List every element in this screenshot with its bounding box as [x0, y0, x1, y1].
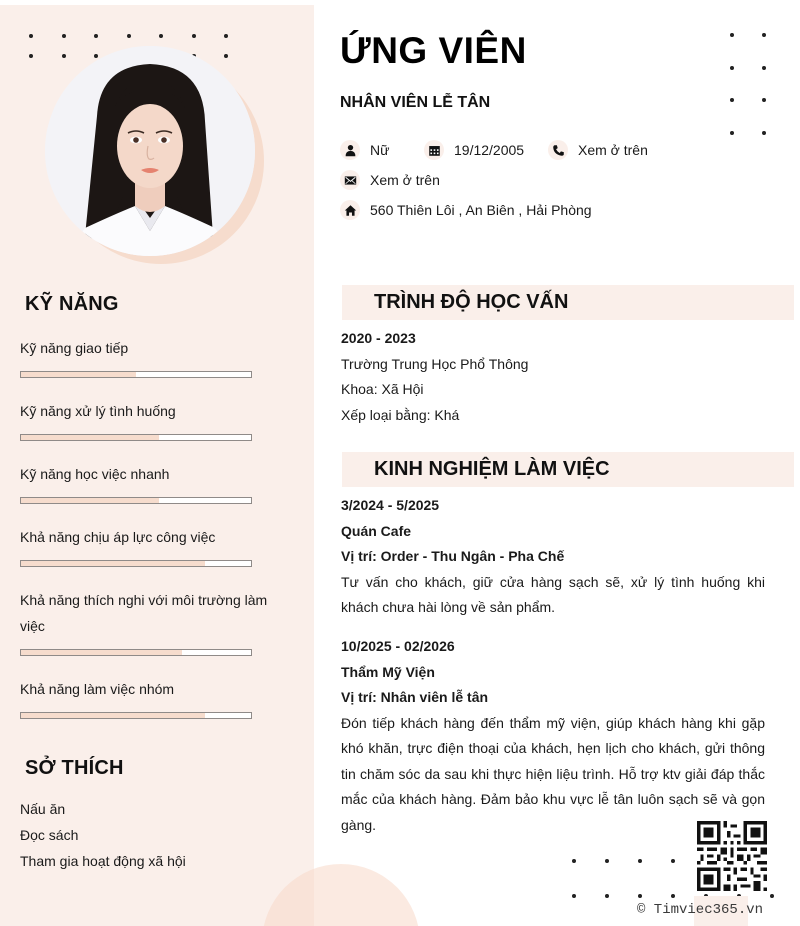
skill-progress-bar: [20, 497, 252, 504]
education-heading: TRÌNH ĐỘ HỌC VẤN: [374, 291, 569, 313]
skill-progress-fill: [21, 372, 136, 377]
skill-label: Khả năng chịu áp lực công việc: [20, 529, 216, 545]
skill-progress-fill: [21, 561, 205, 566]
skills-heading: KỸ NĂNG: [25, 293, 119, 315]
contact-row-3: [340, 200, 592, 220]
education-section-header: [342, 285, 794, 320]
skill-item: [20, 524, 270, 567]
skill-progress-fill: [21, 650, 182, 655]
experience-item: [341, 634, 765, 838]
experience-heading: KINH NGHIỆM LÀM VIỆC: [374, 458, 610, 480]
phone-icon: [548, 140, 568, 160]
home-icon: [340, 200, 360, 220]
skill-progress-bar: [20, 371, 252, 378]
hobby-item: Nấu ăn: [20, 801, 66, 817]
education-item: [341, 326, 765, 428]
skill-item: [20, 335, 270, 378]
experience-company: Thẩm Mỹ Viện: [341, 663, 435, 680]
skill-progress-bar: [20, 434, 252, 441]
education-faculty: Khoa: Xã Hội: [341, 381, 424, 397]
hobbies-list: [20, 796, 186, 874]
skill-item: [20, 398, 270, 441]
birthday-value: 19/12/2005: [454, 142, 525, 158]
experience-role: Vị trí: Order - Thu Ngân - Pha Chế: [341, 548, 565, 564]
qr-code-icon: [697, 821, 767, 891]
calendar-icon: [424, 140, 444, 160]
skill-item: [20, 587, 270, 656]
avatar: [45, 46, 255, 256]
gender-item: [340, 140, 424, 160]
birthday-item: [424, 140, 548, 160]
contact-row-1: [340, 140, 648, 160]
experience-period: 3/2024 - 5/2025: [341, 497, 440, 513]
skill-progress-bar: [20, 712, 252, 719]
address-item: [340, 200, 592, 220]
experience-description: Đón tiếp khách hàng đến thẩm mỹ viện, giúp khách hàng khi gặp khó khăn, trực điện thoại của khách, hẹn lịch cho khách, gửi thông tin chăm sóc da sau khi thực hiện liệu trình. Hỗ trợ ktv giải đáp thắc mắc của khách hàng. Đảm bảo khu vực lễ tân luôn sạch sẽ và gọn gàng.: [341, 714, 765, 833]
envelope-icon: [340, 170, 360, 190]
skill-progress-bar: [20, 560, 252, 567]
education-period: 2020 - 2023: [341, 330, 416, 346]
skill-label: Kỹ năng xử lý tình huống: [20, 403, 176, 419]
experience-role: Vị trí: Nhân viên lễ tân: [341, 689, 489, 705]
skill-item: [20, 461, 270, 504]
experience-section-header: [342, 452, 794, 487]
watermark: © Timviec365.vn: [637, 902, 764, 918]
skill-progress-fill: [21, 498, 159, 503]
hobby-item: Đọc sách: [20, 827, 79, 843]
user-icon: [340, 140, 360, 160]
decorative-dots-top-right: [730, 33, 766, 135]
skill-label: Khả năng thích nghi với môi trường làm việc: [20, 592, 268, 634]
candidate-name: ỨNG VIÊN: [340, 30, 527, 71]
skill-label: Kỹ năng giao tiếp: [20, 340, 129, 356]
skill-label: Kỹ năng học việc nhanh: [20, 466, 170, 482]
hobbies-heading: SỞ THÍCH: [25, 757, 124, 779]
address-value: 560 Thiên Lôi , An Biên , Hải Phòng: [370, 202, 592, 218]
education-school: Trường Trung Học Phổ Thông: [341, 355, 529, 372]
phone-item: [548, 140, 648, 160]
skill-progress-bar: [20, 649, 252, 656]
experience-description: Tư vấn cho khách, giữ cửa hàng sạch sẽ, xử lý tình huống khi khách chưa hài lòng về sản phẩm.: [341, 573, 765, 615]
education-grade: Xếp loại bằng: Khá: [341, 406, 460, 423]
phone-value: Xem ở trên: [578, 142, 648, 158]
email-item: [340, 170, 440, 190]
skill-progress-fill: [21, 435, 159, 440]
contact-row-2: [340, 170, 440, 190]
experience-item: [341, 493, 765, 621]
skill-progress-fill: [21, 713, 205, 718]
hobby-item: Tham gia hoạt động xã hội: [20, 853, 186, 869]
applied-position: NHÂN VIÊN LỄ TÂN: [340, 94, 491, 111]
skill-item: [20, 676, 270, 719]
portrait-image: [45, 46, 255, 256]
experience-company: Quán Cafe: [341, 522, 412, 539]
gender-value: Nữ: [370, 142, 390, 158]
experience-period: 10/2025 - 02/2026: [341, 638, 455, 654]
email-value: Xem ở trên: [370, 172, 440, 188]
skill-label: Khả năng làm việc nhóm: [20, 681, 175, 697]
